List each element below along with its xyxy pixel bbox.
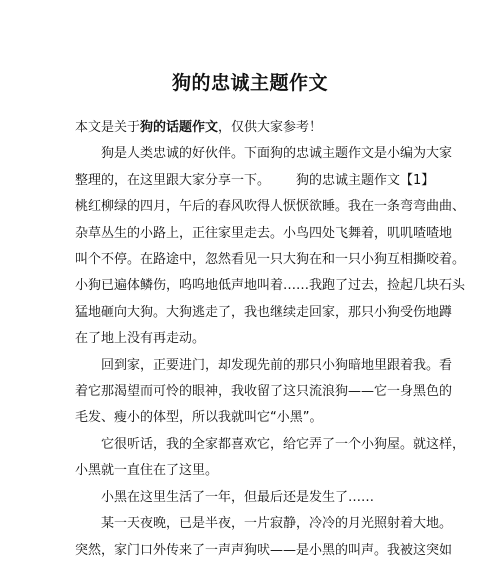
paragraph-line: 小黑就一直住在了这里。 — [75, 463, 219, 479]
intro-keyword-2: 话题作文 — [166, 120, 219, 135]
page-title: 狗的忠诚主题作文 — [171, 72, 328, 94]
paragraph-text: 整理的，在这里跟大家分享一下。 — [75, 172, 271, 188]
paragraph-line: 某一天夜晚，已是半夜，一片寂静，冷冷的月光照射着大地。 — [101, 516, 453, 532]
intro-line — [0, 115, 500, 141]
paragraph-line: 杂草丛生的小路上，正往家里走去。小鸟四处飞舞着，叽叽喳喳地 — [75, 225, 453, 241]
paragraph-line: 小黑在这里生活了一年，但最后还是发生了…… — [101, 489, 375, 505]
paragraph-line: 着它那渴望而可怜的眼神，我收留了这只流浪狗——它一身黑色的 — [75, 384, 453, 400]
paragraph-line: 小狗已遍体鳞伤，呜呜地低声地叫着……我跑了过去，捡起几块石头 — [75, 278, 466, 294]
paragraph-line: 突然，家门口外传来了一声声狗吠——是小黑的叫声。我被这突如 — [75, 542, 453, 558]
paragraph-line: 它很听话，我的全家都喜欢它，给它弄了一个小狗屋。就这样， — [101, 436, 466, 452]
paragraph-line: 桃红柳绿的四月，午后的春风吹得人恹恹欲睡。我在一条弯弯曲曲、 — [75, 199, 466, 215]
paragraph-line: 叫个不停。在路途中，忽然看见一只大狗在和一只小狗互相撕咬着。 — [75, 252, 466, 268]
intro-prefix: 本文是关于 — [75, 120, 141, 135]
paragraph-line: 回到家，正要进门，却发现先前的那只小狗暗地里跟着我。看 — [101, 357, 453, 373]
intro-suffix: ，仅供大家参考！ — [218, 120, 323, 135]
paragraph-line: 狗是人类忠诚的好伙伴。下面狗的忠诚主题作文是小编为大家 — [101, 146, 453, 162]
article-body — [0, 115, 500, 564]
intro-keyword-1: 狗的 — [140, 120, 167, 135]
paragraph-line-with-heading — [0, 168, 500, 194]
section-heading: 狗的忠诚主题作文【1】 — [296, 172, 435, 188]
paragraph-line: 在了地上没有再走动。 — [75, 331, 206, 347]
paragraph-line: 猛地砸向大狗。大狗逃走了，我也继续走回家，那只小狗受伤地蹲 — [75, 304, 453, 320]
paragraph-line: 毛发、瘦小的体型，所以我就叫它“小黑”。 — [75, 410, 323, 426]
